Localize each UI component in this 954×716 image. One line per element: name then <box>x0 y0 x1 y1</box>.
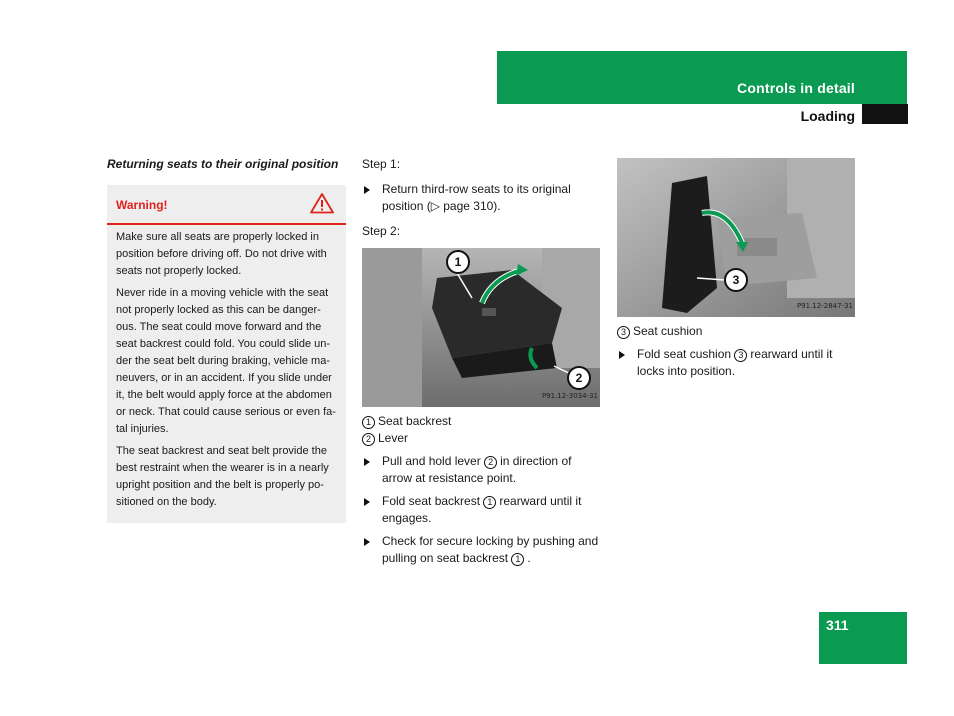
legend-item <box>617 323 855 340</box>
inline-reference: 1 <box>483 496 496 509</box>
legend-item <box>362 430 600 447</box>
figure-code: P91.12-3034-31 <box>541 392 598 400</box>
chapter-title: Controls in detail <box>737 80 855 96</box>
callout-1: 1 <box>446 250 470 274</box>
callout-3: 3 <box>724 268 748 292</box>
legend-label: Lever <box>378 431 409 445</box>
seat-cushion-photo <box>617 158 855 317</box>
section-tab-marker <box>862 104 908 124</box>
warning-box <box>107 185 346 523</box>
legend-number: 2 <box>362 433 375 446</box>
inline-reference: 2 <box>484 456 497 469</box>
callout-2: 2 <box>567 366 591 390</box>
seat-backrest-illustration <box>362 248 600 407</box>
instruction-bullet: Return third-row seats to its original position (▷ page 310). <box>362 181 600 215</box>
seat-cushion-illustration <box>617 158 855 317</box>
warning-label: Warning! <box>116 198 168 212</box>
step-1-label: Step 1: <box>362 157 401 171</box>
legend-item <box>362 413 600 430</box>
legend-number: 1 <box>362 416 375 429</box>
middle-column <box>362 156 600 573</box>
inline-reference: 1 <box>511 553 524 566</box>
instruction-bullet: Fold seat backrest 1 rearward until it engages. <box>362 493 600 527</box>
warning-body <box>107 225 346 523</box>
right-column <box>617 158 855 386</box>
step-2-label: Step 2: <box>362 224 401 238</box>
legend-number: 3 <box>617 326 630 339</box>
warning-triangle-icon <box>310 192 334 219</box>
section-title: Returning seats to their original position <box>107 157 339 171</box>
warning-paragraph: Make sure all seats are properly locked in position before driving off. Do not drive with seats not properly locked. <box>116 231 327 277</box>
instruction-bullet: Pull and hold lever 2 in direction of arrow at resistance point. <box>362 453 600 487</box>
warning-header <box>107 185 346 225</box>
warning-paragraph: The seat backrest and seat belt provide the best restraint when the wearer is in a nearly upright position and the belt is properly po-sitioned on the body. <box>116 445 329 508</box>
left-column <box>107 156 347 523</box>
warning-paragraph: Never ride in a moving vehicle with the seat not properly locked as this can be danger-ous. The seat could move forward and the seat backrest could fold. You could slide un-der the seat belt during braking, vehicle ma-neuvers, or in an accident. If you slide under it, the belt would apply force at the abdomen or neck. That could cause serious or even fa-tal injuries. <box>116 287 336 435</box>
page-number-box <box>819 612 907 664</box>
legend-label: Seat cushion <box>633 324 703 338</box>
section-subtitle: Loading <box>800 108 855 124</box>
instruction-bullet: Check for secure locking by pushing and pulling on seat backrest 1 . <box>362 533 600 567</box>
figure-code: P91.12-2847-31 <box>796 302 853 310</box>
instruction-bullet: Fold seat cushion 3 rearward until it locks into position. <box>617 346 855 380</box>
legend-label: Seat backrest <box>378 414 452 428</box>
inline-reference: 3 <box>734 349 747 362</box>
page-number: 311 <box>826 617 849 633</box>
header-band <box>497 51 907 104</box>
seat-backrest-photo <box>362 248 600 407</box>
